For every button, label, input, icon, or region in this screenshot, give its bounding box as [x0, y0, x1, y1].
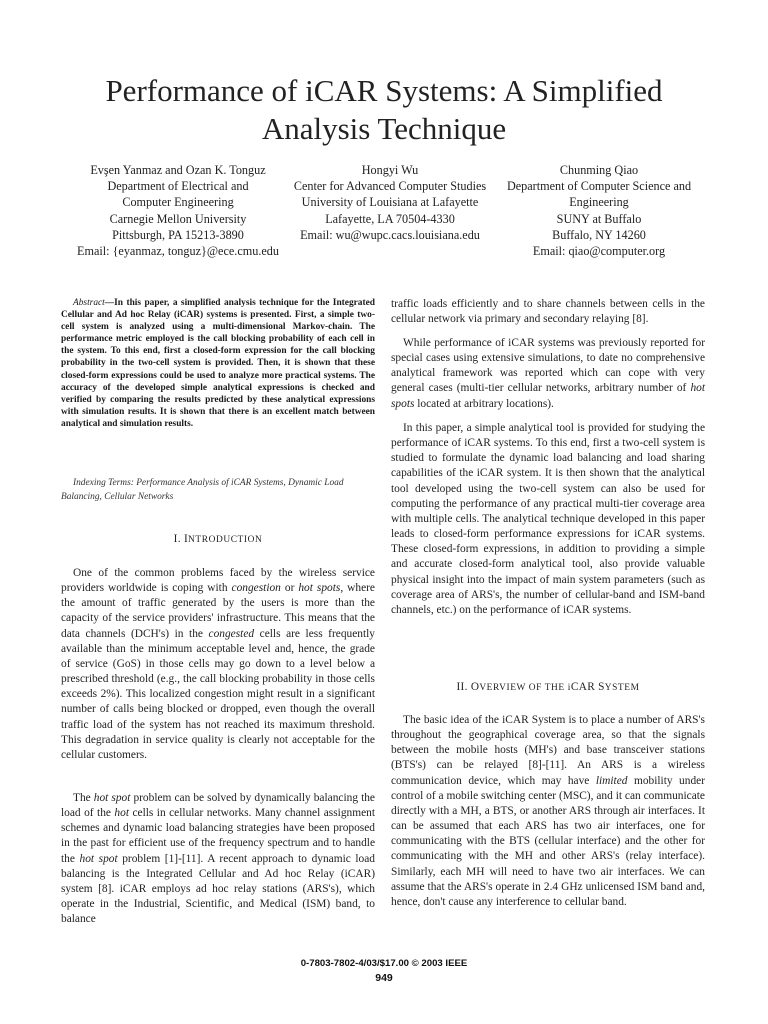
affiliation-line: Department of Computer Science and	[506, 179, 692, 194]
section-initial: O	[470, 681, 480, 693]
text-run: mobility under control of a mobile switching center (MSC), and it can communicate directly with a MH, a BTS, or another ARS through air interfaces. It can be assumed that each ARS has two air interfaces, one for communicating with the BTS (cellular interface) and the other for communicating with the MH and other ARS's (relay interface). Similarly, each MH will need to have two air interfaces. We can assume that the ARS's operate in 2.4 GHz unlicensed ISM band and, hence, don't cause any interference to cellular band.	[391, 774, 705, 908]
text-run: traffic loads efficiently and to share channels between cells in the cellular network via primary and secondary relaying [8].	[391, 298, 705, 326]
right-paragraph-continuation	[391, 297, 705, 327]
author-names: Evşen Yanmaz and Ozan K. Tonguz	[90, 163, 266, 177]
page-number: 949	[375, 972, 393, 984]
section-number: II.	[456, 681, 471, 693]
author-email: Email: qiao@computer.org	[532, 244, 666, 259]
paper-title	[60, 72, 708, 148]
text-run: located at arbitrary locations).	[414, 397, 554, 410]
emphasis: hot spots	[298, 582, 341, 595]
text-run: One of the common problems faced by the wireless service providers worldwide is coping with	[61, 567, 375, 595]
title-line-2: Analysis Technique	[261, 111, 507, 146]
section-icar-i: i	[567, 683, 571, 693]
affiliation-line: Engineering	[569, 195, 629, 210]
emphasis: congested	[208, 627, 255, 640]
affiliation-line: Buffalo, NY 14260	[552, 227, 646, 242]
author-block-3	[494, 162, 704, 259]
affiliation-line: SUNY at Buffalo	[556, 211, 642, 226]
author-block-1	[60, 162, 296, 259]
abstract-label: Abstract	[73, 298, 105, 308]
affiliation-line: University of Louisiana at Lafayette	[301, 195, 479, 210]
affiliation-line: Department of Electrical and	[107, 179, 249, 194]
text-run: problem [1]-[11]. A recent approach to dynamic load balancing is the Integrated Cellular and Ad hoc Relay (iCAR) system [8]. iCAR employs ad hoc relay stations (ARS's), which operate in the Industrial, Scientific, and Medical (ISM) band, to balance	[61, 852, 375, 926]
emphasis: limited	[595, 774, 628, 787]
text-run: While performance of iCAR systems was previously reported for special cases using extensive simulations, to date no comprehensive analytical framework was reported which can cope with very general cases (multi-tier cellular networks, arbitrary number of	[391, 337, 705, 395]
abstract-text: In this paper, a simplified analysis technique for the Integrated Cellular and Ad hoc Relay (iCAR) systems is presented. First, a simple two-cell system is analyzed using a multi-dimensional Markov-chain. The performance metric employed is the call blocking probability of each cell in the system. To this end, first a closed-form expression for the call blocking probability in the two-cell system is provided. Then, it is shown that these closed-form expressions could be used to analyze more practical systems. The accuracy of the developed simple analytical expressions is checked and verified by comparing the results predicted by these analytical expressions with simulation results. It is shown that there is an excellent match between analytical and simulation results.	[61, 298, 375, 429]
text-run: The	[73, 792, 94, 804]
text-run: or	[280, 582, 299, 595]
section-system-rest: YSTEM	[604, 683, 640, 693]
author-email: Email: {eyanmaz, tonguz}@ece.cmu.edu	[77, 244, 279, 259]
emphasis: hot spot	[79, 852, 118, 865]
emphasis: hot spot	[93, 792, 131, 804]
affiliation-line: Center for Advanced Computer Studies	[293, 179, 487, 194]
index-terms: Indexing Terms: Performance Analysis of iCAR Systems, Dynamic Load Balancing, Cellular Networks	[61, 478, 344, 502]
section-heading-overview	[391, 681, 705, 693]
author-names: Hongyi Wu	[361, 163, 419, 177]
abstract-dash: —	[104, 298, 115, 308]
text-run: problem can be solved by dynamically balancing the load of the	[61, 792, 375, 820]
affiliation-line: Carnegie Mellon University	[109, 211, 247, 226]
text-run: In this paper, a simple analytical tool is provided for studying the performance of iCAR systems. To this end, first a two-cell system is studied to formulate the dynamic load balancing and load sharing capabilities of the iCAR system. It is then shown that the analytical tool developed using the two-cell system can also be used for computing the performance of any practical multi-tier coverage area with multiple cells. The analytical technique developed in this paper leads to closed-form performance expressions for iCAR systems. These closed-form expressions, in addition to providing a simple and accurate closed-form analytical tool, also provide valuable physical insight into the impact of main system parameters (such as coverage area of ARS's, the number of cellular-band and ISM-band channels, etc.) on the performance of iCAR systems.	[391, 422, 705, 616]
affiliation-line: Lafayette, LA 70504-4330	[325, 211, 455, 226]
section-rest: VERVIEW OF THE	[479, 683, 568, 693]
text-run: The basic idea of the iCAR System is to place a number of ARS's throughout the geographical coverage area, so that the signals between the mobile hosts (MH's) and base transceiver stations (BTS's) can be relayed [8]-[11]. An ARS is a wireless communication device, which may have	[391, 714, 705, 787]
right-paragraph-3	[391, 421, 705, 618]
author-email: Email: wu@wupc.cacs.louisiana.edu	[300, 227, 480, 242]
affiliation-line: Pittsburgh, PA 15213-3890	[112, 227, 244, 242]
author-names: Chunming Qiao	[559, 163, 639, 177]
emphasis: hot	[114, 807, 129, 820]
author-block-2	[283, 162, 497, 243]
text-run: cells in cellular networks. Many channel assignment schemes and dynamic load balancing strategies have been proposed in the past for efficient use of the frequency spectrum and to handle the	[61, 807, 375, 865]
section-rest: NTRODUCTION	[188, 535, 263, 545]
right-paragraph-2	[391, 336, 705, 412]
text-run: , where the amount of traffic generated by the users is more than the capacity of the service providers' infrastructure. This means that the data channels (DCH's) in the	[61, 582, 375, 640]
intro-paragraph-2	[61, 791, 375, 927]
section-number: I.	[173, 533, 184, 545]
overview-paragraph-1	[391, 713, 705, 910]
intro-paragraph-1	[61, 566, 375, 763]
copyright-line: 0-7803-7802-4/03/$17.00 © 2003 IEEE	[300, 958, 468, 969]
emphasis: congestion	[231, 582, 281, 595]
text-run: cells are less frequently available than the minimum acceptable level and, hence, the grade of service (GoS) in those cells may go down to a level below a prescribed threshold (e.g., the call blocking probability in those cells exceeds 2%). This localized congestion might result in a significant number of calls being blocked or dropped, even though the overall traffic load of the system has not reached its maximum threshold. This degradation in service quality is clearly not acceptable for the cellular customers.	[61, 627, 375, 761]
section-heading-introduction	[61, 533, 375, 545]
affiliation-line: Computer Engineering	[122, 195, 234, 210]
section-icar-rest: CAR S	[570, 681, 605, 693]
abstract	[61, 297, 375, 430]
title-line-1: Performance of iCAR Systems: A Simplified	[105, 73, 663, 108]
section-initial: I	[183, 533, 189, 545]
emphasis: hot spots	[391, 382, 705, 410]
